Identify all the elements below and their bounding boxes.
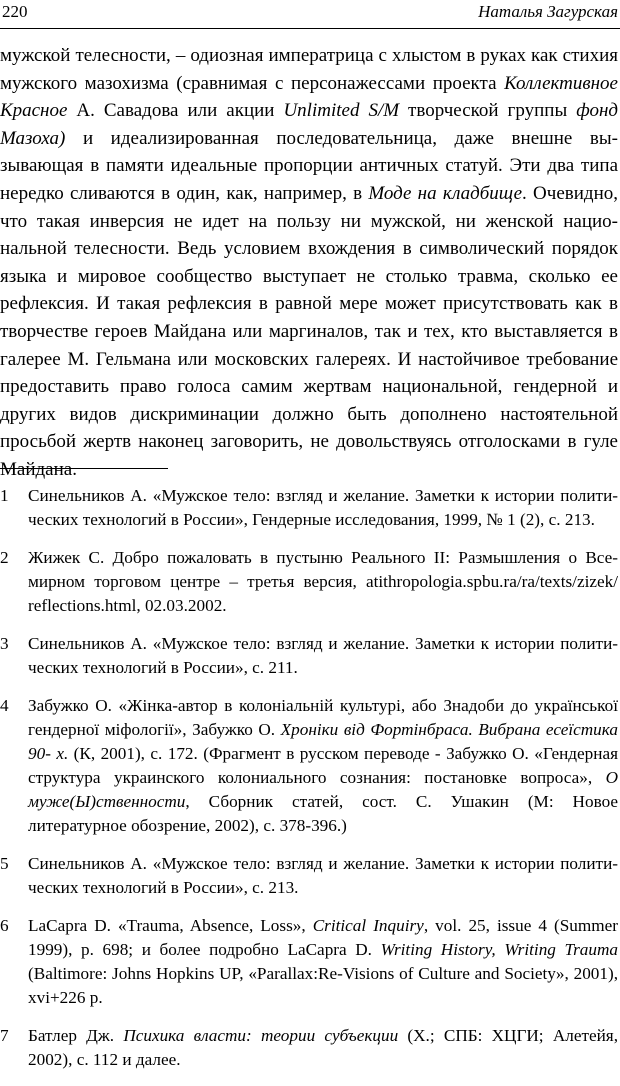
footnote: [0, 1024, 618, 1072]
footnote-number: 6: [0, 916, 9, 935]
footnote-divider: [0, 468, 168, 469]
body-text-segment: . Очевидно, что такая инверсия не идет на пользу ни мужской, ни женской национальной телесности. Ведь условием вхождения в символический порядок языка и мировое сообщество выступает не столько травма, сколько ее рефлексия. И такая рефлексия в равной мере может присутствовать как в творчестве героев Майдана или маргиналов, так и тех, кто выставляется в галерее М. Гельмана или московских галереях. И настойчивое требование предоставить право голоса самим жертвам национальной, гендерной и других видов дискриминации должно быть дополнено настоятельной просьбой жертв наконец заговорить, не довольствуясь отголосками в гуле Майдана.: [0, 182, 618, 480]
footnote-italic-segment: Психика власти: теории субъекции: [123, 1026, 399, 1045]
body-paragraph: [0, 42, 618, 484]
body-italic-segment: Unlimited S/M: [283, 100, 400, 122]
footnote-number: 7: [0, 1026, 9, 1045]
footnotes: [0, 484, 618, 1086]
footnote-text: [28, 916, 618, 1007]
footnote-text-segment: Синельников А. «Мужское тело: взгляд и желание. Заметки к истории политических технологий в России», Гендерные исследования, 1999, № 1 (2), с. 213.: [28, 486, 618, 529]
footnote-number: 2: [0, 548, 9, 567]
footnote-number: 5: [0, 854, 9, 873]
body-italic-segment: Коллективное Красное: [0, 72, 618, 122]
page-header: [0, 0, 620, 29]
body-text-segment: и идеализированная последовательница, даже внешне вызывающая в памяти идеальные пропорции античных статуй. Эти два типа нередко сливаются в один, как, например, в: [0, 127, 618, 204]
body-text-segment: творческой группы: [399, 100, 577, 122]
footnote-text: [28, 548, 618, 615]
footnote-text-segment: (Х.; СПБ: ХЦГИ; Алетейя, 2002), с. 112 и далее.: [28, 1026, 618, 1069]
footnote-italic-segment: О муже(Ы)ственности: [28, 768, 618, 811]
footnote-text-segment: Батлер Дж.: [28, 1026, 124, 1045]
footnote-text: [28, 634, 618, 677]
body-italic-segment: Моде на кладбище: [368, 182, 523, 204]
footnote-italic-segment: Хронiки вiд Фортiнбраса. Вибрана есеїстика 90- х.: [28, 720, 618, 763]
footnote-text-segment: Синельников А. «Мужское тело: взгляд и желание. Заметки к истории политических технологий в России», с. 213.: [28, 854, 618, 897]
main-text: [0, 42, 618, 484]
footnote-number: 3: [0, 634, 9, 653]
footnote: [0, 694, 618, 838]
footnote-text: [28, 854, 618, 897]
footnote: [0, 852, 618, 900]
footnote-italic-segment: Critical Inquiry: [312, 916, 424, 935]
footnote-italic-segment: Writing History, Writing Trauma: [380, 940, 618, 959]
footnote-text-segment: Синельников А. «Мужское тело: взгляд и желание. Заметки к истории политических технологий в России», с. 211.: [28, 634, 618, 677]
footnote: [0, 632, 618, 680]
footnote: [0, 546, 618, 618]
page-number: 220: [2, 2, 28, 21]
footnote-text-segment: Жижек С. Добро пожаловать в пустыню Реального II: Размышления о Всемирном торговом центре – третья версия, atithropologia.spbu.ra/ra/texts/zizek/ reflections.html, 02.03.2002.: [28, 548, 618, 615]
running-head-author: Наталья Загурская: [478, 2, 618, 21]
footnote-text-segment: (Baltimore: Johns Hopkins UP, «Parallax:Re-Visions of Culture and Society», 2001), xvi+226 p.: [28, 964, 618, 1007]
footnote-text-segment: Забужко О. «Жiнка-автор в колонiальнiй культурi, або Знадоби до української гендерної мiфологiї», Забужко О.: [28, 696, 618, 739]
footnote-number: 1: [0, 486, 9, 505]
body-italic-segment: фонд Мазоха): [0, 100, 618, 149]
footnote-text-segment: (К, 2001), с. 172. (Фрагмент в русском переводе - Забужко О. «Гендерная структура украинского колониального сознания: постановке вопроса»,: [28, 744, 618, 787]
body-text-segment: мужской телесности, – одиозная императрица с хлыстом в руках как стихия мужского мазохизма (сравнимая с персонажессами проекта: [0, 45, 618, 94]
footnote-text-segment: , Сборник статей, сост. С. Ушакин (М: Новое литературное обозрение, 2002), с. 378-396.): [28, 792, 618, 835]
body-text-segment: А. Савадова или акции: [67, 100, 284, 122]
footnote-text: [28, 696, 618, 835]
footnote-text: [28, 1026, 618, 1069]
footnote-text-segment: , vol. 25, issue 4 (Summer 1999), p. 698; и более подробно LaCapra D.: [28, 916, 618, 959]
footnote-text-segment: LaCapra D. «Trauma, Absence, Loss»,: [28, 916, 313, 935]
footnote: [0, 914, 618, 1010]
footnote: [0, 484, 618, 532]
footnote-text: [28, 486, 618, 529]
footnote-number: 4: [0, 696, 9, 715]
